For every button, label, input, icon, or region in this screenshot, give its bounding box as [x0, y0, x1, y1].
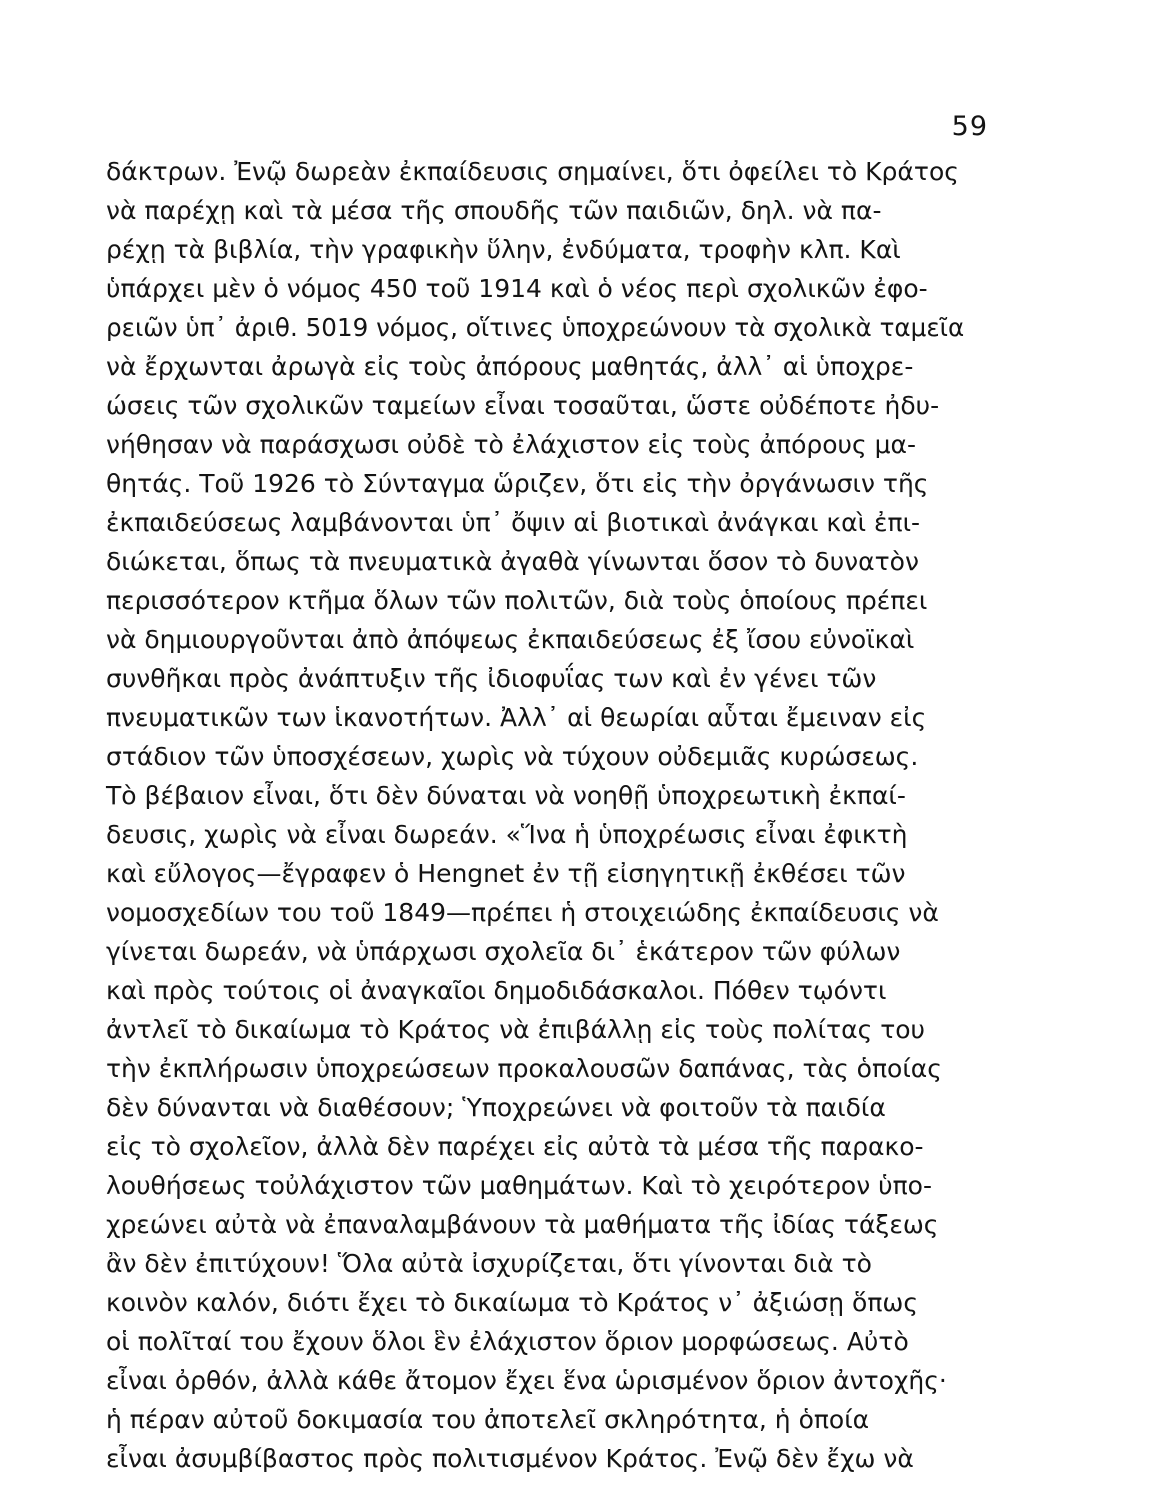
text-line: ρέχῃ τὰ βιβλία, τὴν γραφικὴν ὕλην, ἐνδύματα, τροφὴν κλπ. Καὶ	[106, 235, 901, 264]
text-line: δευσις, χωρὶς νὰ εἶναι δωρεάν. «Ἵνα ἡ ὑποχρέωσις εἶναι ἐφικτὴ	[106, 820, 908, 849]
text-line: λουθήσεως τοὐλάχιστον τῶν μαθημάτων. Καὶ τὸ χειρότερον ὑπο-	[106, 1171, 932, 1200]
text-line: γίνεται δωρεάν, νὰ ὑπάρχωσι σχολεῖα δι᾽ ἑκάτερον τῶν φύλων	[106, 937, 901, 966]
text-line: Τὸ βέβαιον εἶναι, ὅτι δὲν δύναται νὰ νοηθῇ ὑποχρεωτικὴ ἐκπαί-	[106, 781, 906, 810]
text-line: πνευματικῶν των ἱκανοτήτων. Ἀλλ᾽ αἱ θεωρίαι αὗται ἔμειναν εἰς	[106, 703, 927, 732]
text-line: ὑπάρχει μὲν ὁ νόμος 450 τοῦ 1914 καὶ ὁ νέος περὶ σχολικῶν ἐφο-	[106, 274, 928, 303]
text-line: δὲν δύνανται νὰ διαθέσουν; Ὑποχρεώνει νὰ φοιτοῦν τὰ παιδία	[106, 1093, 886, 1122]
text-line: στάδιον τῶν ὑποσχέσεων, χωρὶς νὰ τύχουν οὐδεμιᾶς κυρώσεως.	[106, 742, 919, 771]
text-line: νήθησαν νὰ παράσχωσι οὐδὲ τὸ ἐλάχιστον εἰς τοὺς ἀπόρους μα-	[106, 430, 917, 459]
text-line: ἐκπαιδεύσεως λαμβάνονται ὑπ᾽ ὄψιν αἱ βιοτικαὶ ἀνάγκαι καὶ ἐπι-	[106, 508, 921, 537]
page-number: 59	[951, 111, 988, 142]
text-line: ἀντλεῖ τὸ δικαίωμα τὸ Κράτος νὰ ἐπιβάλλῃ εἰς τοὺς πολίτας του	[106, 1015, 926, 1044]
text-line: διώκεται, ὅπως τὰ πνευματικὰ ἀγαθὰ γίνωνται ὅσον τὸ δυνατὸν	[106, 547, 919, 576]
text-line: καὶ πρὸς τούτοις οἱ ἀναγκαῖοι δημοδιδάσκαλοι. Πόθεν τῳόντι	[106, 976, 887, 1005]
text-line: εἶναι ὀρθόν, ἀλλὰ κάθε ἄτομον ἔχει ἕνα ὡρισμένον ὅριον ἀντοχῆς·	[106, 1366, 947, 1395]
text-line: νὰ δημιουργοῦνται ἀπὸ ἀπόψεως ἐκπαιδεύσεως ἐξ ἴσου εὐνοϊκαὶ	[106, 625, 915, 654]
text-line: νὰ παρέχῃ καὶ τὰ μέσα τῆς σπουδῆς τῶν παιδιῶν, δηλ. νὰ πα-	[106, 196, 882, 225]
text-line: χρεώνει αὐτὰ νὰ ἐπαναλαμβάνουν τὰ μαθήματα τῆς ἰδίας τάξεως	[106, 1210, 939, 1239]
text-line: νὰ ἔρχωνται ἀρωγὰ εἰς τοὺς ἀπόρους μαθητάς, ἀλλ᾽ αἱ ὑποχρε-	[106, 352, 914, 381]
text-line: νομοσχεδίων του τοῦ 1849—πρέπει ἡ στοιχειώδης ἐκπαίδευσις νὰ	[106, 898, 939, 927]
text-line: ρειῶν ὑπ᾽ ἀριθ. 5019 νόμος, οἵτινες ὑποχρεώνουν τὰ σχολικὰ ταμεῖα	[106, 313, 965, 342]
text-line: θητάς. Τοῦ 1926 τὸ Σύνταγμα ὥριζεν, ὅτι εἰς τὴν ὀργάνωσιν τῆς	[106, 469, 929, 498]
text-line: τὴν ἐκπλήρωσιν ὑποχρεώσεων προκαλουσῶν δαπάνας, τὰς ὁποίας	[106, 1054, 942, 1083]
text-line: δάκτρων. Ἐνῷ δωρεὰν ἐκπαίδευσις σημαίνει, ὅτι ὀφείλει τὸ Κράτος	[106, 157, 959, 186]
text-line: εἰς τὸ σχολεῖον, ἀλλὰ δὲν παρέχει εἰς αὐτὰ τὰ μέσα τῆς παρακο-	[106, 1132, 924, 1161]
text-line: συνθῆκαι πρὸς ἀνάπτυξιν τῆς ἰδιοφυΐας των καὶ ἐν γένει τῶν	[106, 664, 877, 693]
text-line: οἱ πολῖταί του ἔχουν ὅλοι ἓν ἐλάχιστον ὅριον μορφώσεως. Αὐτὸ	[106, 1327, 909, 1356]
body-text	[106, 152, 964, 1478]
text-line: ώσεις τῶν σχολικῶν ταμείων εἶναι τοσαῦται, ὥστε οὐδέποτε ἠδυ-	[106, 391, 940, 420]
text-line: περισσότερον κτῆμα ὅλων τῶν πολιτῶν, διὰ τοὺς ὁποίους πρέπει	[106, 586, 928, 615]
text-line: κοινὸν καλόν, διότι ἔχει τὸ δικαίωμα τὸ Κράτος ν᾽ ἀξιώσῃ ὅπως	[106, 1288, 919, 1317]
text-line: ἂν δὲν ἐπιτύχουν! Ὅλα αὐτὰ ἰσχυρίζεται, ὅτι γίνονται διὰ τὸ	[106, 1249, 872, 1278]
text-line: ἡ πέραν αὐτοῦ δοκιμασία του ἀποτελεῖ σκληρότητα, ἡ ὁποία	[106, 1405, 870, 1434]
text-line: καὶ εὔλογος—ἔγραφεν ὁ Hengnet ἐν τῇ εἰσηγητικῇ ἐκθέσει τῶν	[106, 859, 906, 888]
text-line: εἶναι ἀσυμβίβαστος πρὸς πολιτισμένον Κράτος. Ἐνῷ δὲν ἔχω νὰ	[106, 1444, 914, 1473]
